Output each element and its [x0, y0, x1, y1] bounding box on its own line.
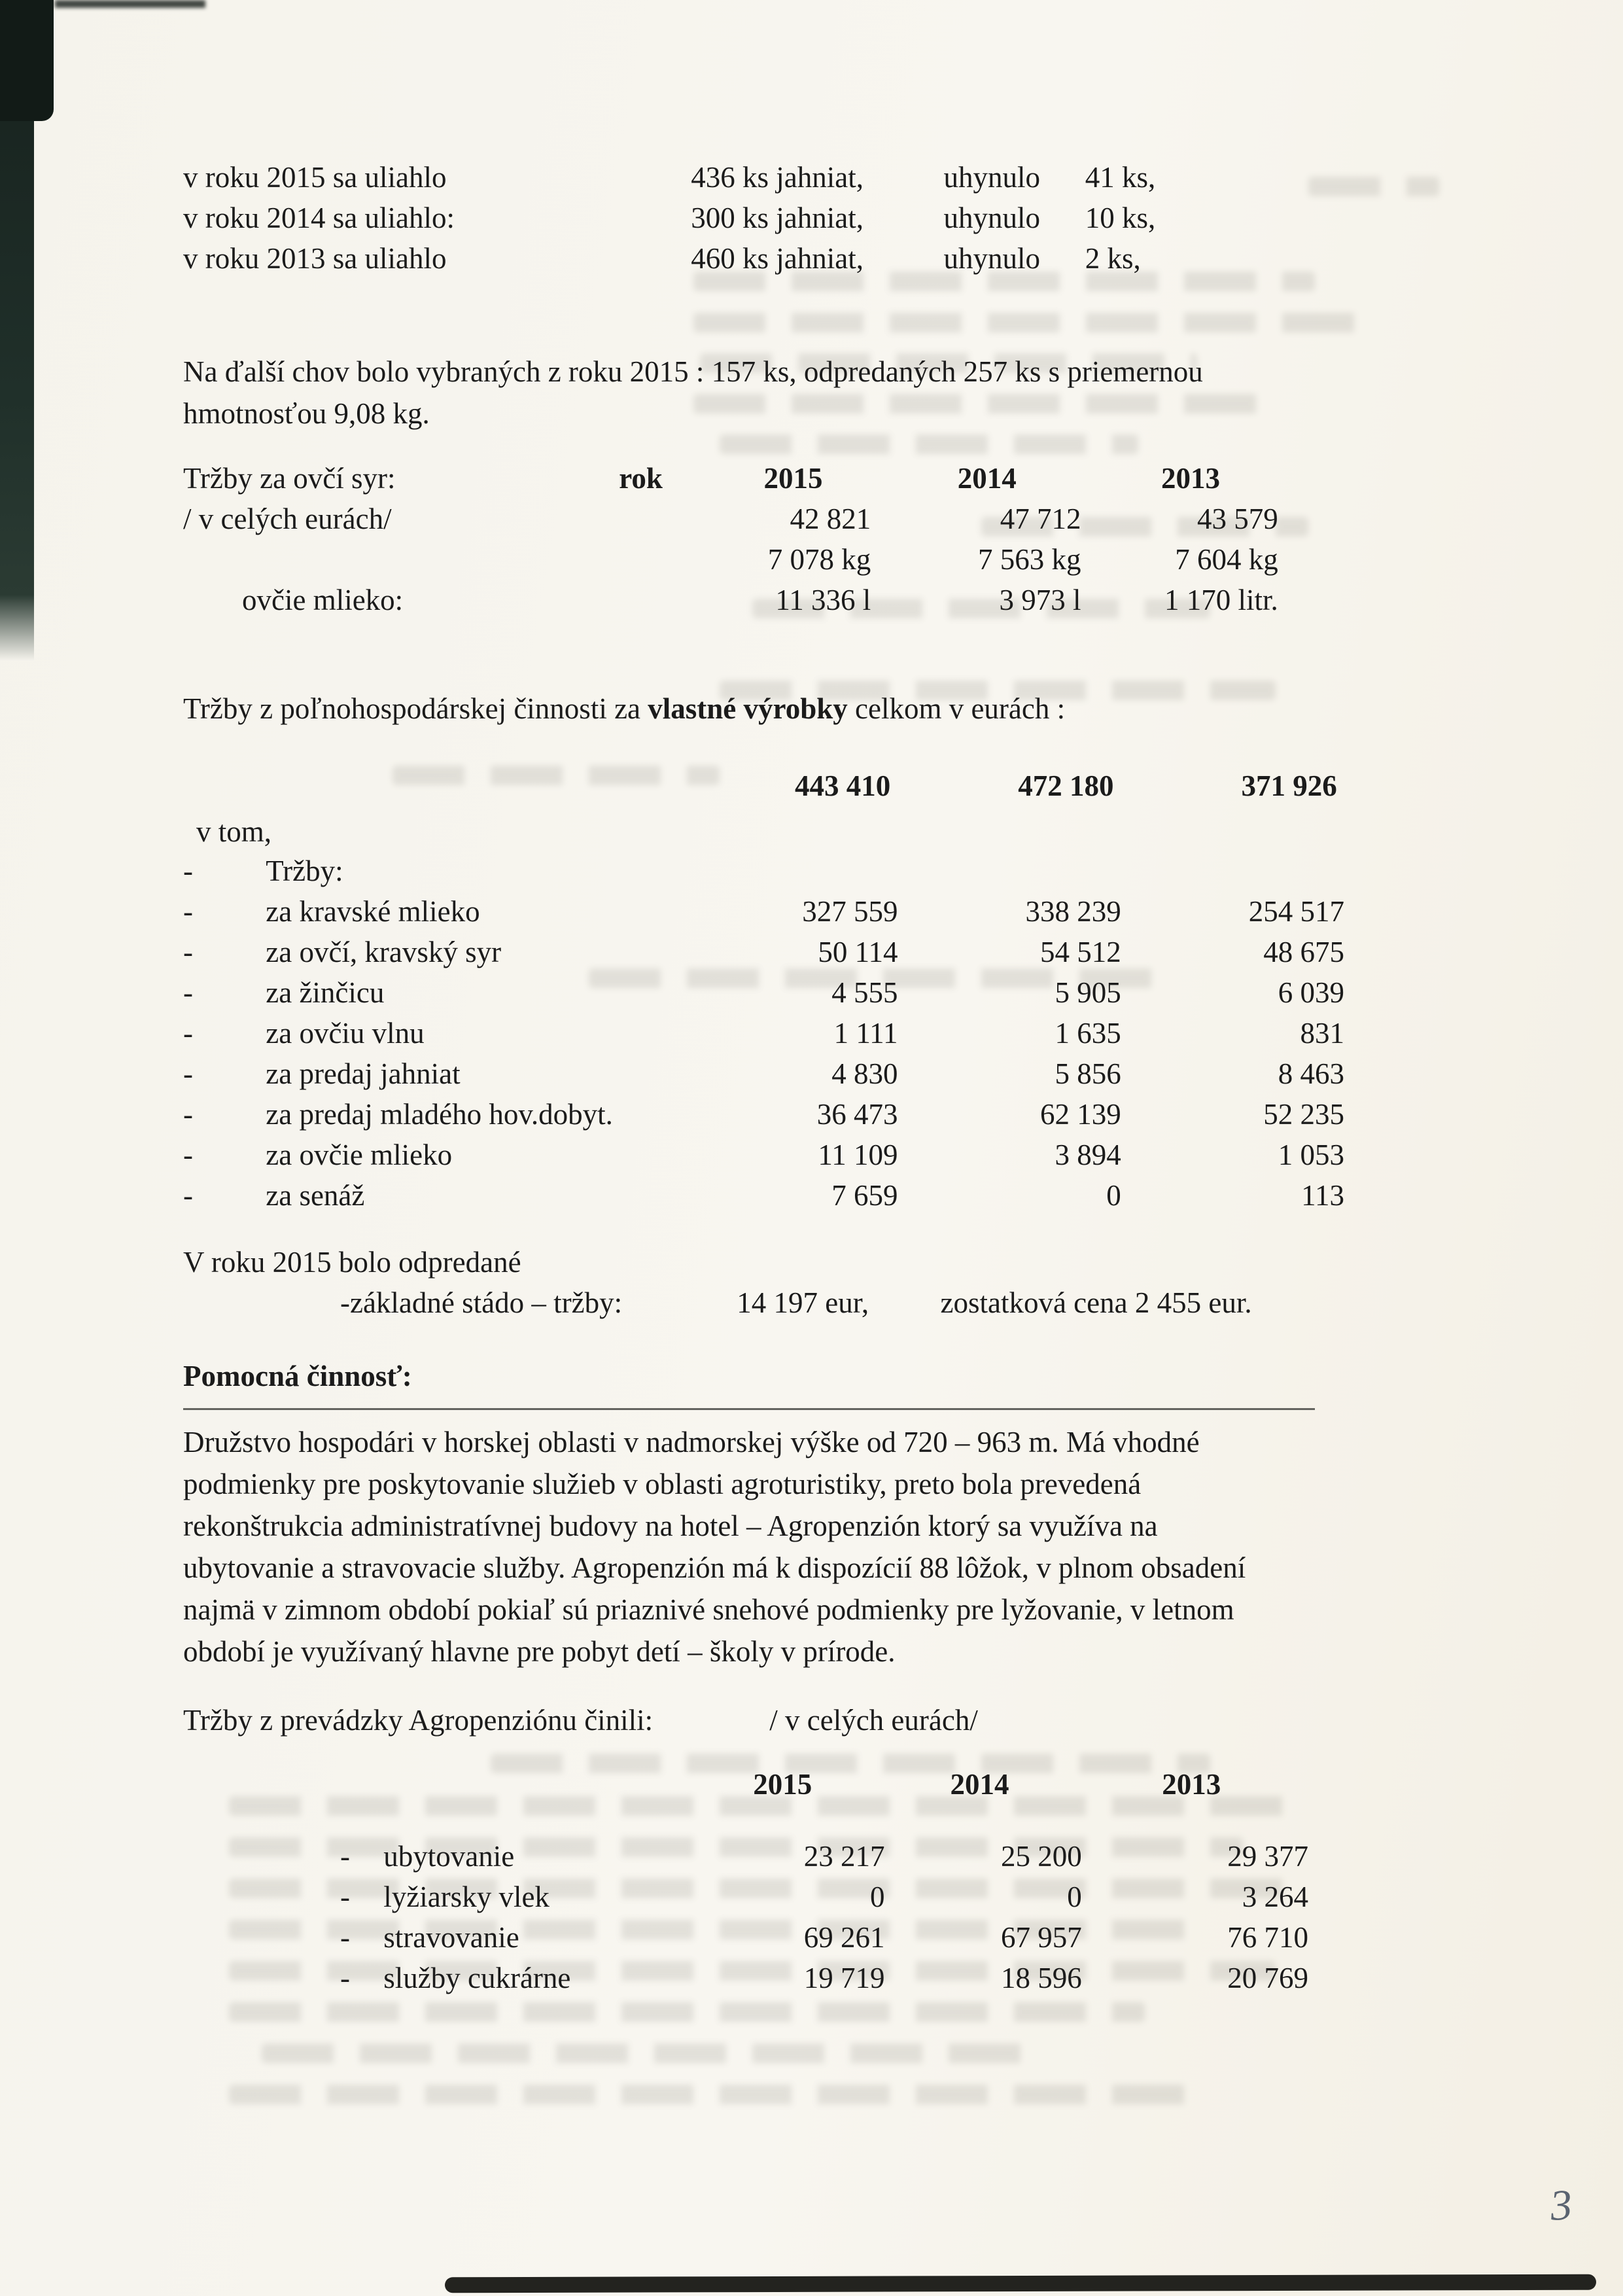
product-label: za kravské mlieko [266, 895, 480, 928]
value-2013: 6 039 [1278, 976, 1344, 1009]
value-2014: 47 712 [1000, 503, 1081, 535]
value-2014: 25 200 [1001, 1840, 1082, 1873]
year-header-2013: 2013 [1162, 1768, 1221, 1801]
cheese-revenue-table [183, 458, 1285, 620]
value-2015: 4 830 [831, 1057, 898, 1090]
list-dash: - [183, 1139, 193, 1171]
sale-item-label: -základné stádo – tržby: [340, 1286, 623, 1319]
value-2013: 48 675 [1263, 936, 1344, 968]
died-label: uhynulo [943, 242, 1041, 275]
year-header-2014: 2014 [950, 1768, 1009, 1801]
bleedthrough-artifact [262, 2043, 1047, 2063]
product-row [183, 1053, 1344, 1094]
value-2015: 69 261 [803, 1921, 885, 1954]
value-2013: 113 [1301, 1179, 1344, 1212]
bleedthrough-artifact [720, 434, 1138, 454]
note-line: Na ďalší chov bolo vybraných z roku 2015 : 157 ks, odpredaných 257 ks s priemernou [183, 355, 1203, 388]
service-label: služby cukrárne [383, 1962, 571, 1994]
value-2015: 42 821 [790, 503, 871, 535]
value-2015: 4 555 [831, 976, 898, 1009]
product-label: za žinčicu [266, 976, 385, 1009]
value-2015: 7 078 kg [767, 543, 871, 576]
agropension-table [340, 1836, 1308, 1998]
list-dash: - [183, 936, 193, 968]
list-dash: - [340, 1962, 350, 1994]
list-dash: - [183, 1017, 193, 1050]
table-header-row [183, 458, 1285, 499]
row-label: / v celých eurách/ [183, 503, 392, 535]
product-label: za ovčí, kravský syr [266, 936, 502, 968]
product-label: za ovčiu vlnu [266, 1017, 425, 1050]
list-dash: - [340, 1881, 350, 1913]
product-label: za senáž [266, 1179, 365, 1212]
value-2014: 7 563 kg [978, 543, 1081, 576]
value-2013: 1 053 [1278, 1139, 1344, 1171]
row-label: ovčie mlieko: [242, 584, 404, 616]
service-label: stravovanie [383, 1921, 519, 1954]
intro-text: celkom v eurách : [847, 692, 1066, 725]
product-row [183, 972, 1344, 1013]
scanner-edge-corner [0, 0, 54, 121]
value-2015: 36 473 [816, 1098, 898, 1131]
scan-top-smudge [55, 0, 205, 8]
lambing-qty: 460 ks jahniat, [691, 242, 864, 275]
products-totals-row [183, 766, 1337, 806]
product-row [183, 932, 1344, 972]
lambing-row [183, 238, 1155, 279]
agropension-intro [183, 1700, 978, 1740]
paragraph-line: rekonštrukcia administratívnej budovy na hotel – Agropenzión ktorý sa využíva na [183, 1510, 1158, 1542]
agropension-unit-note: / v celých eurách/ [769, 1704, 978, 1737]
year-header-2015: 2015 [753, 1768, 812, 1801]
value-2015: 23 217 [803, 1840, 885, 1873]
product-row [183, 1135, 1344, 1175]
bleedthrough-artifact [1308, 177, 1439, 196]
paragraph-line: najmä v zimnom období pokiaľ sú priaznivé snehové podmienky pre lyžovanie, v letnom [183, 1593, 1234, 1626]
table-row [183, 499, 1285, 539]
bleedthrough-artifact [693, 313, 1361, 332]
value-2015: 19 719 [803, 1962, 885, 1994]
scan-bottom-bar [445, 2274, 1596, 2293]
value-2013: 29 377 [1227, 1840, 1308, 1873]
value-2014: 3 894 [1055, 1139, 1121, 1171]
value-2013: 7 604 kg [1175, 543, 1278, 576]
list-dash: - [340, 1921, 350, 1954]
list-dash: - [183, 1057, 193, 1090]
intro-bold-text: vlastné výrobky [648, 692, 848, 725]
paragraph-line: období je využívaný hlavne pre pobyt detí – školy v prírode. [183, 1635, 896, 1668]
paragraph-line: Družstvo hospodári v horskej oblasti v nadmorskej výške od 720 – 963 m. Má vhodné [183, 1426, 1200, 1458]
year-header-2014: 2014 [957, 462, 1017, 495]
value-2015: 1 111 [833, 1017, 898, 1050]
lambing-year-label: v roku 2015 sa uliahlo [183, 161, 447, 194]
sale-line1: V roku 2015 bolo odpredané [183, 1246, 521, 1279]
page-number: 3 [1548, 2180, 1574, 2231]
product-label: za predaj mladého hov.dobyt. [266, 1098, 613, 1131]
lambing-summary [183, 157, 1155, 279]
service-label: ubytovanie [383, 1840, 515, 1873]
value-2014: 3 973 l [999, 584, 1081, 616]
value-2014: 67 957 [1001, 1921, 1082, 1954]
products-table [183, 851, 1344, 1216]
value-2015: 11 336 l [775, 584, 871, 616]
auxiliary-paragraph [183, 1421, 1246, 1672]
rok-label: rok [619, 462, 663, 495]
value-2013: 3 264 [1242, 1881, 1308, 1913]
note-line: hmotnosťou 9,08 kg. [183, 397, 430, 430]
lambing-qty: 436 ks jahniat, [691, 161, 864, 194]
value-2013: 254 517 [1248, 895, 1344, 928]
value-2015: 7 659 [831, 1179, 898, 1212]
list-dash: - [183, 895, 193, 928]
died-label: uhynulo [943, 202, 1041, 234]
year-header-2015: 2015 [763, 462, 823, 495]
value-2014: 54 512 [1040, 936, 1121, 968]
bleedthrough-artifact [229, 2085, 1210, 2104]
group-label: Tržby: [266, 855, 343, 887]
value-2014: 18 596 [1001, 1962, 1082, 1994]
table-row [183, 580, 1285, 620]
table-row [183, 539, 1285, 580]
value-2015: 0 [870, 1881, 885, 1913]
lambing-row [183, 157, 1155, 198]
value-2013: 1 170 litr. [1164, 584, 1278, 616]
value-2014: 1 635 [1055, 1017, 1121, 1050]
value-2013: 76 710 [1227, 1921, 1308, 1954]
year-header-2013: 2013 [1161, 462, 1220, 495]
value-2014: 5 856 [1055, 1057, 1121, 1090]
agropension-intro-text: Tržby z prevádzky Agropenziónu činili: [183, 1704, 654, 1737]
v-tom-label: v tom, [196, 815, 272, 848]
product-row [183, 1175, 1344, 1216]
list-dash: - [183, 1098, 193, 1131]
auxiliary-heading: Pomocná činnosť: [183, 1360, 412, 1392]
sale-line2 [340, 1282, 1252, 1323]
lambing-year-label: v roku 2014 sa uliahlo: [183, 202, 455, 234]
value-2013: 52 235 [1263, 1098, 1344, 1131]
product-row [183, 891, 1344, 932]
died-count: 2 ks, [1085, 242, 1141, 275]
section-rule [183, 1408, 1315, 1410]
value-2013: 8 463 [1278, 1057, 1344, 1090]
lambing-year-label: v roku 2013 sa uliahlo [183, 242, 447, 275]
value-2014: 5 905 [1055, 976, 1121, 1009]
lambing-qty: 300 ks jahniat, [691, 202, 864, 234]
died-count: 41 ks, [1085, 161, 1156, 194]
total-2013: 371 926 [1241, 769, 1337, 802]
bleedthrough-artifact [229, 2002, 1145, 2022]
intro-text: Tržby z poľnohospodárskej činnosti za [183, 692, 648, 725]
agropension-row [340, 1877, 1308, 1917]
total-2015: 443 410 [795, 769, 891, 802]
total-2014: 472 180 [1018, 769, 1114, 802]
paragraph-line: ubytovanie a stravovacie služby. Agropenzión má k dispozícií 88 lôžok, v plnom obsadení [183, 1551, 1246, 1584]
agropension-row [340, 1836, 1308, 1877]
product-row [183, 1094, 1344, 1135]
value-2015: 327 559 [802, 895, 898, 928]
product-label: za predaj jahniat [266, 1057, 461, 1090]
list-dash: - [340, 1840, 350, 1873]
value-2014: 62 139 [1040, 1098, 1121, 1131]
agropension-row [340, 1958, 1308, 1998]
value-2013: 43 579 [1197, 503, 1278, 535]
service-label: lyžiarsky vlek [383, 1881, 550, 1913]
breeding-note [183, 351, 1203, 434]
sale-item-value: 14 197 eur, [737, 1286, 869, 1319]
value-2015: 11 109 [818, 1139, 898, 1171]
list-dash: - [183, 1179, 193, 1212]
agropension-year-header [183, 1764, 1301, 1805]
sale-residual-value: zostatková cena 2 455 eur. [940, 1286, 1252, 1319]
died-label: uhynulo [943, 161, 1041, 194]
value-2013: 20 769 [1227, 1962, 1308, 1994]
value-2015: 50 114 [818, 936, 898, 968]
value-2014: 0 [1067, 1881, 1082, 1913]
list-dash: - [183, 976, 193, 1009]
product-row [183, 1013, 1344, 1053]
paragraph-line: podmienky pre poskytovanie služieb v oblasti agroturistiky, preto bola prevedená [183, 1468, 1142, 1500]
died-count: 10 ks, [1085, 202, 1156, 234]
agropension-row [340, 1917, 1308, 1958]
product-label: za ovčie mlieko [266, 1139, 453, 1171]
value-2014: 0 [1106, 1179, 1121, 1212]
group-row [183, 851, 1344, 891]
row-label: Tržby za ovčí syr: [183, 462, 396, 495]
products-intro-sentence [183, 688, 1065, 729]
list-dash: - [183, 855, 193, 887]
lambing-row [183, 198, 1155, 238]
value-2013: 831 [1300, 1017, 1344, 1050]
value-2014: 338 239 [1025, 895, 1121, 928]
